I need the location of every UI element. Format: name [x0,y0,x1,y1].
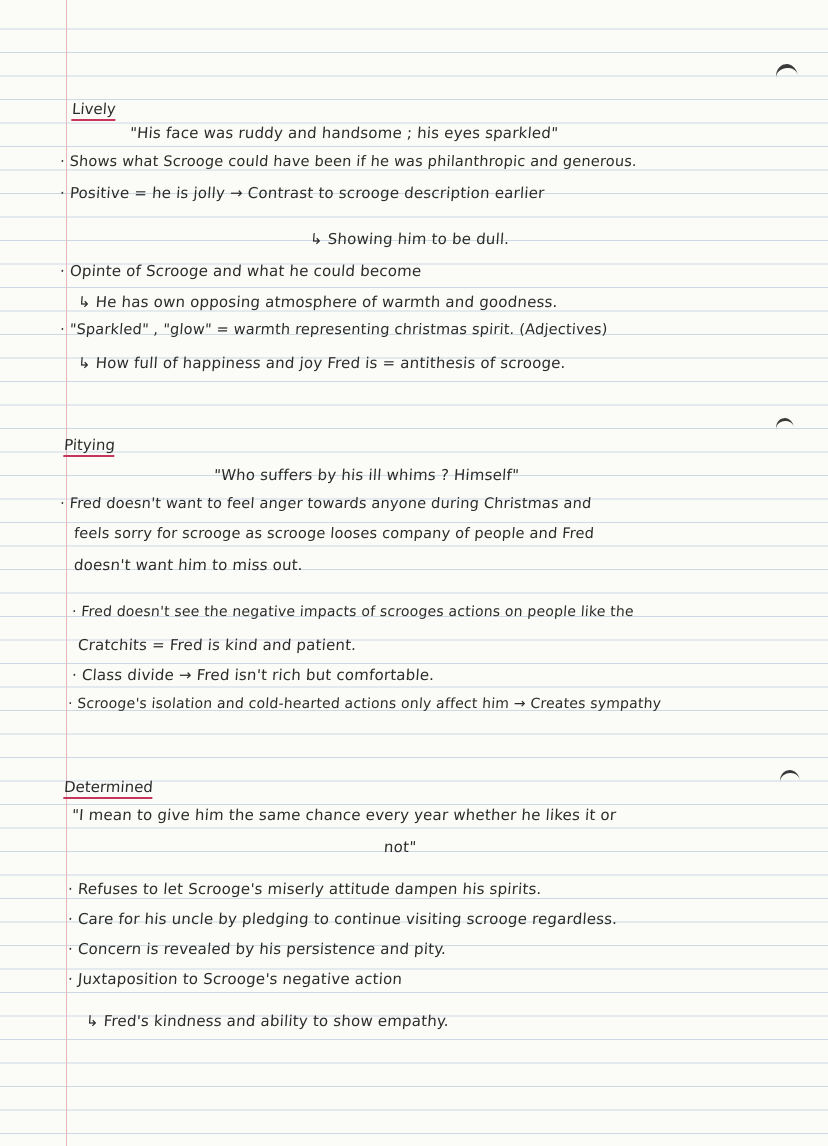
note-line: · Refuses to let Scrooge's miserly attitude dampen his spirits. [67,880,543,898]
note-line: ↳ How full of happiness and joy Fred is = antithesis of scrooge. [77,354,567,372]
note-line: doesn't want him to miss out. [73,556,304,574]
hole-punch-mark [775,417,796,440]
heading-pitying: Pitying [63,436,115,457]
note-line: ↳ Showing him to be dull. [309,230,510,248]
note-line: · Fred doesn't see the negative impacts of scrooges actions on people like the [71,604,635,620]
note-line: · Shows what Scrooge could have been if he was philanthropic and generous. [59,154,638,170]
note-line: · Juxtaposition to Scrooge's negative action [67,970,403,988]
note-line: · Care for his uncle by pledging to continue visiting scrooge regardless. [67,910,618,928]
heading-lively: Lively [71,100,116,121]
note-line: · Scrooge's isolation and cold-hearted actions only affect him → Creates sympathy [67,696,662,712]
note-line: · Positive = he is jolly → Contrast to scrooge description earlier [59,184,546,202]
note-line: · Fred doesn't want to feel anger towards anyone during Christmas and [59,496,593,512]
note-line: · Opinte of Scrooge and what he could become [59,262,423,280]
quote-pitying: "Who suffers by his ill whims ? Himself" [213,466,520,484]
note-line: ↳ He has own opposing atmosphere of warmth and goodness. [77,293,559,311]
note-line: Cratchits = Fred is kind and patient. [77,636,357,654]
note-line: · Concern is revealed by his persistence and pity. [67,940,447,958]
note-line: feels sorry for scrooge as scrooge looses company of people and Fred [73,526,595,542]
hole-punch-mark [774,63,799,92]
note-line: · "Sparkled" , "glow" = warmth representing christmas spirit. (Adjectives) [59,322,609,338]
hole-punch-mark [778,769,801,795]
note-line: · Class divide → Fred isn't rich but comfortable. [71,666,435,684]
heading-determined: Determined [63,778,153,799]
quote-determined-end: not" [383,838,417,856]
note-line: ↳ Fred's kindness and ability to show empathy. [85,1012,450,1030]
margin-line [66,0,67,1146]
quote-lively: "His face was ruddy and handsome ; his eyes sparkled" [129,124,559,142]
quote-determined: "I mean to give him the same chance every year whether he likes it or [71,806,617,824]
